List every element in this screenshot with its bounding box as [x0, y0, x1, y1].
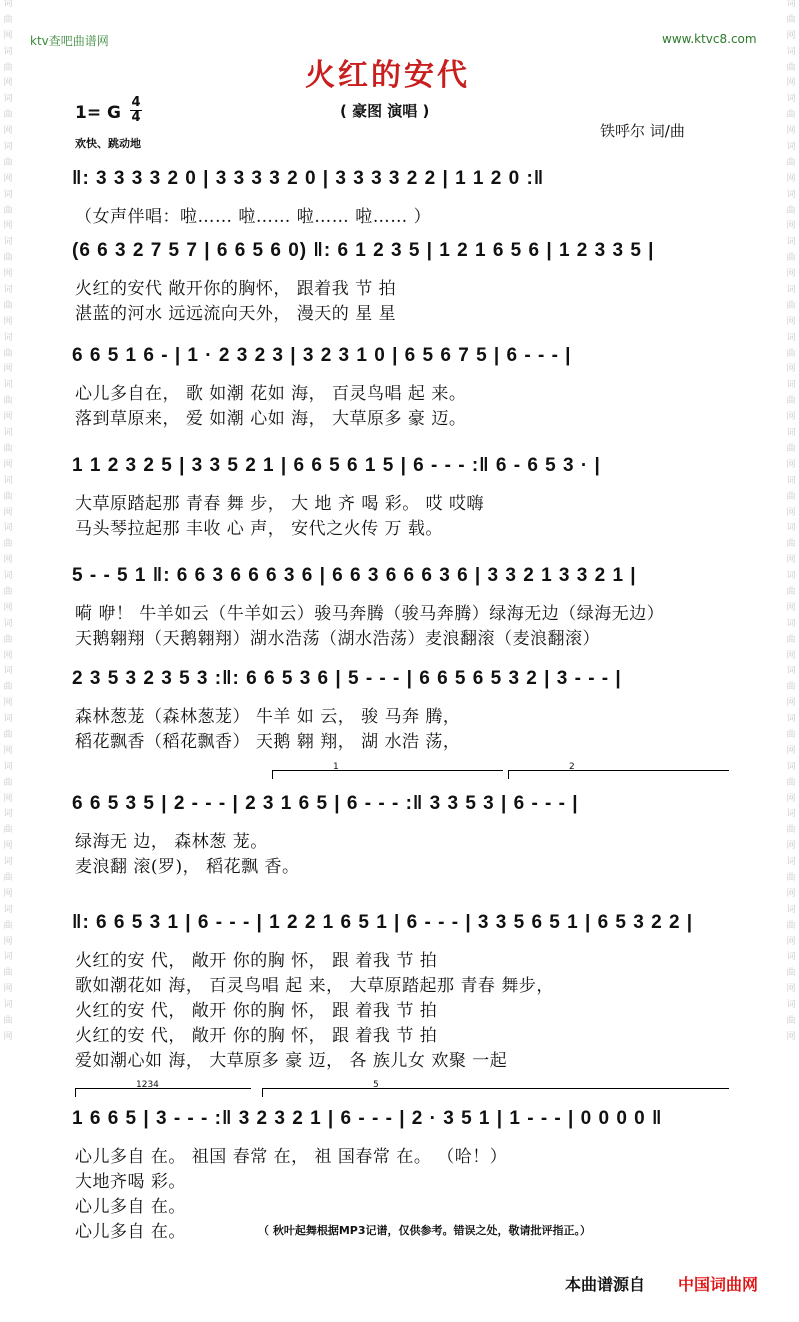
lyric-line: 火红的安 代， 敞开 你的胸 怀， 跟 着我 节 拍: [75, 1001, 438, 1021]
watermark-char: 网: [3, 984, 13, 995]
watermark-char: 词: [3, 189, 13, 200]
watermark-char: 词: [786, 952, 796, 963]
watermark-char: 词: [3, 666, 13, 677]
watermark-char: 曲: [3, 920, 13, 931]
watermark-char: 网: [786, 841, 796, 852]
watermark-char: 网: [3, 841, 13, 852]
lyric-line: 森林葱茏（森林葱茏） 牛羊 如 云， 骏 马奔 腾，: [75, 707, 461, 727]
watermark-char: 网: [786, 984, 796, 995]
volta-first: 1: [272, 770, 503, 779]
watermark-char: 曲: [786, 110, 796, 121]
watermark-char: 网: [3, 936, 13, 947]
right-site-label[interactable]: www.ktvc8.com: [662, 32, 757, 46]
watermark-char: 网: [3, 1031, 13, 1042]
watermark-char: 网: [786, 316, 796, 327]
watermark-char: 网: [786, 78, 796, 89]
watermark-char: 网: [786, 793, 796, 804]
watermark-char: 网: [786, 698, 796, 709]
watermark-char: 网: [3, 316, 13, 327]
left-site-label[interactable]: ktv查吧曲谱网: [30, 34, 109, 48]
watermark-char: 词: [786, 523, 796, 534]
watermark-char: 词: [3, 475, 13, 486]
watermark-char: 词: [3, 618, 13, 629]
watermark-char: 网: [786, 269, 796, 280]
watermark-char: 词: [786, 475, 796, 486]
watermark-char: 曲: [786, 586, 796, 597]
watermark-char: 词: [786, 571, 796, 582]
watermark-char: 词: [3, 46, 13, 57]
watermark-char: 曲: [3, 205, 13, 216]
watermark-char: 词: [3, 380, 13, 391]
watermark-char: 网: [786, 936, 796, 947]
watermark-char: 曲: [786, 491, 796, 502]
watermark-char: 曲: [786, 62, 796, 73]
watermark-char: 曲: [786, 253, 796, 264]
watermark-char: 词: [3, 142, 13, 153]
singer-label: ( 豪图 演唱 ): [340, 102, 430, 120]
watermark-char: 曲: [3, 110, 13, 121]
transcription-note: （ 秋叶起舞根据MP3记谱，仅供参考。错误之处，敬请批评指正。）: [258, 1224, 591, 1237]
lyric-line: 绿海无 边， 森林葱 茏。: [75, 832, 268, 852]
watermark-char: 曲: [786, 872, 796, 883]
watermark-char: 曲: [3, 729, 13, 740]
time-signature: [130, 96, 142, 125]
watermark-char: 曲: [786, 777, 796, 788]
watermark-char: 曲: [3, 872, 13, 883]
watermark-char: 曲: [786, 14, 796, 25]
watermark-char: 网: [3, 793, 13, 804]
lyric-line: （女声伴唱：啦…… 啦…… 啦…… 啦…… ）: [75, 207, 432, 227]
watermark-char: 词: [3, 952, 13, 963]
watermark-char: 曲: [786, 300, 796, 311]
time-sig-top: 4: [131, 95, 141, 110]
lyric-line: 爱如潮心如 海， 大草原多 豪 迈， 各 族儿女 欢聚 一起: [75, 1051, 508, 1071]
watermark-char: 词: [786, 189, 796, 200]
watermark-char: 网: [786, 221, 796, 232]
watermark-char: 词: [3, 761, 13, 772]
watermark-char: 网: [786, 1031, 796, 1042]
notation-line: 6 6 5 3 5 | 2 - - - | 2 3 1 6 5 | 6 - - - :‖ 3 3 5 3 | 6 - - - |: [72, 793, 579, 814]
watermark-char: 词: [3, 571, 13, 582]
watermark-char: 曲: [3, 396, 13, 407]
watermark-char: 词: [3, 0, 13, 9]
watermark-char: 曲: [3, 825, 13, 836]
watermark-char: 曲: [786, 157, 796, 168]
lyric-line: 大地齐喝 彩。: [75, 1172, 186, 1192]
watermark-char: 曲: [3, 634, 13, 645]
watermark-char: 网: [3, 459, 13, 470]
lyric-line: 歌如潮花如 海， 百灵鸟唱 起 来， 大草原踏起那 青春 舞步，: [75, 976, 554, 996]
watermark-char: 词: [786, 857, 796, 868]
watermark-char: 曲: [3, 348, 13, 359]
watermark-char: 曲: [786, 348, 796, 359]
watermark-char: 网: [3, 888, 13, 899]
watermark-char: 词: [3, 523, 13, 534]
volta-ending-b: 5: [262, 1088, 729, 1097]
lyric-line: 火红的安 代， 敞开 你的胸 怀， 跟 着我 节 拍: [75, 951, 438, 971]
watermark-char: 网: [3, 602, 13, 613]
source-label: 本曲谱源自: [565, 1275, 646, 1294]
watermark-char: 网: [786, 173, 796, 184]
watermark-char: 词: [786, 237, 796, 248]
watermark-char: 网: [3, 650, 13, 661]
watermark-char: 网: [786, 126, 796, 137]
watermark-char: 曲: [786, 682, 796, 693]
watermark-char: 网: [786, 555, 796, 566]
lyric-line: 麦浪翻 滚(罗)， 稻花飘 香。: [75, 857, 300, 877]
lyric-line: 天鹅翱翔（天鹅翱翔）湖水浩荡（湖水浩荡）麦浪翻滚（麦浪翻滚）: [75, 629, 600, 649]
watermark-char: 曲: [3, 443, 13, 454]
left-watermark-column: [0, 0, 16, 1322]
watermark-char: 词: [786, 332, 796, 343]
watermark-char: 网: [3, 269, 13, 280]
key-signature: 1= G: [75, 103, 121, 123]
watermark-char: 网: [786, 602, 796, 613]
watermark-char: 网: [3, 221, 13, 232]
watermark-char: 网: [3, 126, 13, 137]
watermark-char: 词: [786, 380, 796, 391]
lyric-line: 心儿多自 在。 祖国 春常 在， 祖 国春常 在。 （哈！）: [75, 1147, 508, 1167]
watermark-char: 曲: [3, 1016, 13, 1026]
watermark-char: 网: [3, 78, 13, 89]
watermark-char: 词: [786, 904, 796, 915]
watermark-char: 词: [3, 809, 13, 820]
lyric-line: 火红的安代 敞开你的胸怀， 跟着我 节 拍: [75, 279, 397, 299]
watermark-char: 曲: [786, 205, 796, 216]
watermark-char: 曲: [3, 586, 13, 597]
watermark-char: 词: [786, 285, 796, 296]
watermark-char: 网: [786, 507, 796, 518]
watermark-char: 词: [786, 1000, 796, 1011]
watermark-char: 网: [3, 30, 13, 41]
watermark-char: 词: [786, 94, 796, 105]
watermark-char: 网: [786, 364, 796, 375]
notation-line: 2 3 5 3 2 3 5 3 :‖: 6 6 5 3 6 | 5 - - - | 6 6 5 6 5 3 2 | 3 - - - |: [72, 668, 622, 689]
watermark-char: 词: [786, 809, 796, 820]
volta-second: 2: [508, 770, 729, 779]
notation-line: 6 6 5 1 6 - | 1 · 2 3 2 3 | 3 2 3 1 0 | 6 5 6 7 5 | 6 - - - |: [72, 345, 572, 366]
credits: 铁呼尔 词/曲: [600, 122, 685, 140]
lyric-line: 稻花飘香（稻花飘香） 天鹅 翱 翔， 湖 水浩 荡，: [75, 732, 461, 752]
watermark-char: 网: [3, 698, 13, 709]
watermark-char: 网: [3, 412, 13, 423]
lyric-line: 落到草原来， 爱 如潮 心如 海， 大草原多 豪 迈。: [75, 409, 467, 429]
watermark-char: 词: [3, 285, 13, 296]
lyric-line: 嗬 咿！ 牛羊如云（牛羊如云）骏马奔腾（骏马奔腾）绿海无边（绿海无边）: [75, 604, 665, 624]
watermark-char: 网: [786, 650, 796, 661]
watermark-char: 词: [786, 428, 796, 439]
watermark-char: 网: [786, 459, 796, 470]
lyric-line: 心儿多自 在。: [75, 1197, 186, 1217]
watermark-char: 网: [3, 364, 13, 375]
lyric-line: 马头琴拉起那 丰收 心 声， 安代之火传 万 载。: [75, 519, 443, 539]
watermark-char: 曲: [786, 968, 796, 979]
time-sig-bottom: 4: [131, 110, 141, 125]
lyric-line: 湛蓝的河水 远远流向天外， 漫天的 星 星: [75, 304, 397, 324]
watermark-char: 曲: [3, 491, 13, 502]
watermark-char: 网: [3, 555, 13, 566]
lyric-line: 心儿多自 在。: [75, 1222, 186, 1242]
watermark-char: 曲: [3, 777, 13, 788]
source-site-link[interactable]: 中国词曲网: [678, 1275, 759, 1294]
lyric-line: 心儿多自在， 歌 如潮 花如 海， 百灵鸟唱 起 来。: [75, 384, 467, 404]
watermark-char: 词: [3, 714, 13, 725]
watermark-char: 曲: [786, 539, 796, 550]
watermark-char: 词: [786, 714, 796, 725]
notation-line: 5 - - 5 1 ‖: 6 6 3 6 6 6 3 6 | 6 6 3 6 6 6 3 6 | 3 3 2 1 3 3 2 1 |: [72, 565, 637, 586]
watermark-char: 曲: [786, 729, 796, 740]
watermark-char: 曲: [3, 682, 13, 693]
watermark-char: 词: [3, 237, 13, 248]
right-watermark-column: [783, 0, 799, 1322]
watermark-char: 词: [786, 761, 796, 772]
song-title: 火红的安代: [305, 58, 470, 93]
lyric-line: 火红的安 代， 敞开 你的胸 怀， 跟 着我 节 拍: [75, 1026, 438, 1046]
watermark-char: 词: [3, 857, 13, 868]
watermark-char: 词: [786, 666, 796, 677]
watermark-char: 曲: [786, 443, 796, 454]
notation-line: (6 6 3 2 7 5 7 | 6 6 5 6 0) ‖: 6 1 2 3 5 | 1 2 1 6 5 6 | 1 2 3 3 5 |: [72, 240, 655, 261]
watermark-char: 网: [786, 412, 796, 423]
watermark-char: 曲: [786, 634, 796, 645]
notation-line: 1 1 2 3 2 5 | 3 3 5 2 1 | 6 6 5 6 1 5 | 6 - - - :‖ 6 - 6 5 3 · |: [72, 455, 601, 476]
watermark-char: 词: [3, 94, 13, 105]
watermark-char: 词: [3, 1000, 13, 1011]
lyric-line: 大草原踏起那 青春 舞 步， 大 地 齐 喝 彩。 哎 哎嗨: [75, 494, 485, 514]
watermark-char: 词: [3, 904, 13, 915]
watermark-char: 曲: [3, 300, 13, 311]
watermark-char: 词: [3, 332, 13, 343]
watermark-char: 词: [3, 428, 13, 439]
watermark-char: 曲: [3, 253, 13, 264]
watermark-char: 词: [786, 0, 796, 9]
watermark-char: 网: [3, 507, 13, 518]
watermark-char: 曲: [3, 539, 13, 550]
watermark-char: 网: [3, 173, 13, 184]
watermark-char: 曲: [786, 825, 796, 836]
watermark-char: 网: [786, 888, 796, 899]
notation-line: ‖: 6 6 5 3 1 | 6 - - - | 1 2 2 1 6 5 1 | 6 - - - | 3 3 5 6 5 1 | 6 5 3 2 2 |: [72, 912, 694, 933]
watermark-char: 词: [786, 46, 796, 57]
watermark-char: 曲: [3, 14, 13, 25]
watermark-char: 网: [3, 745, 13, 756]
tempo-marking: 欢快、跳动地: [75, 137, 141, 150]
watermark-char: 曲: [786, 396, 796, 407]
watermark-char: 网: [786, 30, 796, 41]
watermark-char: 曲: [786, 1016, 796, 1026]
volta-ending-a: 1234: [75, 1088, 251, 1097]
watermark-char: 词: [786, 142, 796, 153]
watermark-char: 曲: [3, 968, 13, 979]
watermark-char: 曲: [786, 920, 796, 931]
notation-line: ‖: 3 3 3 3 2 0 | 3 3 3 3 2 0 | 3 3 3 3 2 2 | 1 1 2 0 :‖: [72, 168, 545, 189]
notation-line: 1 6 6 5 | 3 - - - :‖ 3 2 3 2 1 | 6 - - - | 2 · 3 5 1 | 1 - - - | 0 0 0 0 ‖: [72, 1108, 663, 1129]
watermark-char: 网: [786, 745, 796, 756]
watermark-char: 词: [786, 618, 796, 629]
watermark-char: 曲: [3, 157, 13, 168]
watermark-char: 曲: [3, 62, 13, 73]
